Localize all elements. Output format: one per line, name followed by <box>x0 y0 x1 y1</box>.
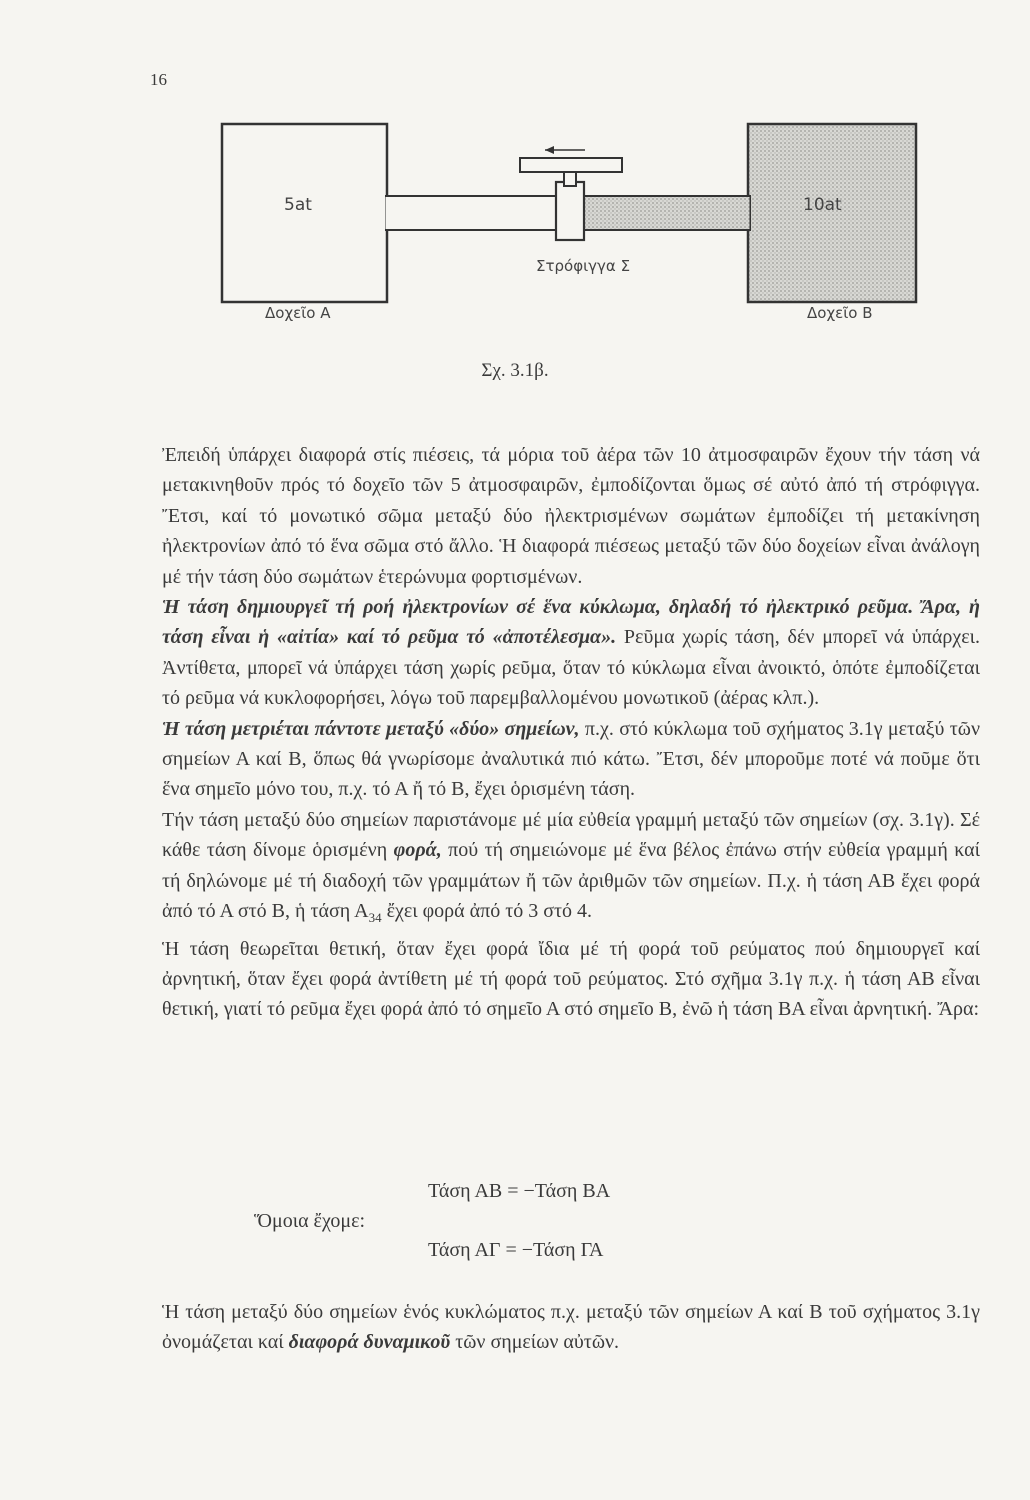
formula-2: Τάση ΑΓ = −Τάση ΓΑ <box>428 1239 604 1261</box>
paragraph-3-text: π.χ. στό κύκλωμα τοῦ σχήματος 3.1γ μεταξύ τῶν σημείων Α καί Β, ὅπως θά γνωρίσομε ἀναλυτικά πιό κάτω. Ἔτσι, δέν μποροῦμε ποτέ νά ποῦμε ὅτι ἕνα σημεῖο μόνο του, π.χ. τό Α ἤ τό Β, ἔχει ὁρισμένη τάση. <box>162 717 980 801</box>
valve-label: Στρόφιγγα Σ <box>536 257 631 275</box>
flow-arrow-head <box>545 146 554 154</box>
paragraph-6-text-a: Ἡ τάση μεταξύ δύο σημείων ἑνός κυκλώματος π.χ. μεταξύ τῶν σημείων Α καί Β τοῦ σχήματος 3.1γ ὀνομάζεται καί <box>162 1301 980 1354</box>
pipe-right <box>583 196 750 230</box>
similarly-label: Ὅμοια ἔχομε: <box>254 1210 366 1232</box>
paragraph-1: Ἐπειδή ὑπάρχει διαφορά στίς πιέσεις, τά μόρια τοῦ ἀέρα τῶν 10 ἀτμοσφαιρῶν ἔχουν τήν τάση νά μετακινηθοῦν πρός τό δοχεῖο τῶν 5 ἀτμοσφαιρῶν, ἐμποδίζονται ὅμως σέ αὐτό ἀπό τή στρόφιγγα. Ἔτσι, καί τό μονωτικό σῶμα μεταξύ δύο ἠλεκτρισμένων σωμάτων ἐμποδίζει τή μετακίνηση ἠλεκτρονίων ἀπό τό ἕνα σῶμα στό ἄλλο. Ἡ διαφορά πιέσεως μεταξύ τῶν δύο δοχείων εἶναι ἀνάλογη μέ τήν τάση δύο σωμάτων ἑτερώνυμα φορτισμένων. <box>162 444 980 588</box>
closing-paragraph <box>162 1297 980 1358</box>
paragraph-3-emphasis: Ἡ τάση μετριέται πάντοτε μεταξύ «δύο» σημείων, <box>162 717 580 740</box>
paragraph-4-emphasis: φορά, <box>393 839 442 862</box>
figure-tanks <box>0 110 1030 360</box>
paragraph-4-text-c: ἔχει φορά ἀπό τό 3 στό 4. <box>381 900 593 923</box>
paragraph-3 <box>162 714 980 805</box>
paragraph-4 <box>162 805 980 934</box>
tank-b-pressure: 10at <box>803 195 842 215</box>
paragraph-6-emphasis: διαφορά δυναμικοῦ <box>288 1331 451 1354</box>
body-text <box>162 440 980 1025</box>
figure-caption: Σχ. 3.1β. <box>481 360 549 381</box>
valve-body <box>556 182 584 240</box>
subscript: 34 <box>368 910 382 926</box>
tanks-diagram <box>0 110 1030 360</box>
paragraph-5: Ἡ τάση θεωρεῖται θετική, ὅταν ἔχει φορά ἴδια μέ τή φορά τοῦ ρεύματος πού δημιουργεῖ καί ἀρνητική, ὅταν ἔχει φορά ἀντίθετη μέ τή φορά τοῦ ρεύματος. Στό σχῆμα 3.1γ π.χ. ἡ τάση ΑΒ εἶναι θετική, γιατί τό ρεῦμα ἔχει φορά ἀπό τό σημεῖο Α στό σημεῖο Β, ἐνῶ ἡ τάση ΒΑ εἶναι ἀρνητική. Ἄρα: <box>162 937 980 1021</box>
paragraph-4-text-b: πού τή σημειώνομε μέ ἕνα βέλος ἐπάνω στήν εὐθεία γραμμή καί τή δηλώνομε μέ τή διαδοχή τῶν γραμμάτων ἤ τῶν ἀριθμῶν τῶν σημείων. Π.χ. ἡ τάση ΑΒ ἔχει φορά ἀπό τό Α στό Β, ἡ τάση Α <box>162 839 980 923</box>
paragraph-6 <box>162 1297 980 1358</box>
paragraph-6-text-b: τῶν σημείων αὐτῶν. <box>450 1331 620 1354</box>
tank-a-label: Δοχεῖο Α <box>265 304 331 322</box>
page-number: 16 <box>150 70 167 89</box>
valve-handle <box>520 158 622 172</box>
paragraph-2-emphasis: Ἡ τάση δημιουργεῖ τή ροή ἠλεκτρονίων σέ ἕνα κύκλωμα, δηλαδή τό ἠλεκτρικό ρεῦμα. Ἄρα, ἡ τάση εἶναι ἡ «αἰτία» καί τό ρεῦμα τό «ἀποτέλεσμα». <box>162 596 980 649</box>
tank-a-pressure: 5at <box>284 195 312 215</box>
tank-b-label: Δοχεῖο Β <box>807 304 873 322</box>
paragraph-2-text: Ρεῦμα χωρίς τάση, δέν μπορεῖ νά ὑπάρχει. Ἀντίθετα, μπορεῖ νά ὑπάρχει τάση χωρίς ρεῦμα, ὅταν τό κύκλωμα εἶναι ἀνοικτό, ὁπότε ἐμποδίζεται τό ρεῦμα νά κυκλοφορήσει, λόγω τοῦ παρεμβαλλομένου μονωτικοῦ (ἀέρας κλπ.). <box>162 626 980 710</box>
pipe-left <box>386 196 558 230</box>
paragraph-2 <box>162 592 980 714</box>
paragraph-4-text-a: Τήν τάση μεταξύ δύο σημείων παριστάνομε μέ μία εὐθεία γραμμή μεταξύ τῶν σημείων (σχ. 3.1γ). Σέ κάθε τάση δίνομε ὁρισμένη <box>162 808 980 862</box>
formula-1: Τάση ΑΒ = −Τάση ΒΑ <box>428 1180 611 1202</box>
